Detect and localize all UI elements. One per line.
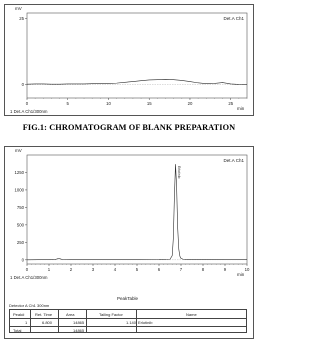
- c2-x-tick-label: 6: [157, 267, 161, 272]
- chromatogram-blank-chart: [5, 5, 255, 117]
- c1-x-tick-label: 20: [187, 101, 193, 106]
- peak-table-header-tailing: Tailing Factor: [99, 312, 123, 317]
- c2-y-tick-label: 1000: [14, 187, 24, 193]
- peak-table-title: PeakTable: [117, 296, 139, 301]
- c2-y-tick-label: 250: [16, 239, 24, 245]
- peak-table-cell-name: Erlotinib: [138, 319, 153, 325]
- c1-x-tick-label: 25: [228, 101, 234, 106]
- peak-table-cell-ret-time: 6.800: [42, 319, 53, 325]
- peak-table: [9, 309, 247, 333]
- peak-table-header-peak: Peak#: [13, 312, 25, 317]
- c2-footer-trace: 1 Det.A Ch1/300nm: [10, 275, 48, 280]
- c2-y-tick-label: 1250: [14, 169, 24, 175]
- c2-y-tick-label: 750: [16, 204, 24, 210]
- peak-table-cell-peak: 1: [25, 319, 28, 325]
- c1-plot-frame: [27, 13, 247, 98]
- c2-plot-frame: [27, 155, 247, 264]
- c1-y-tick-label: 25: [19, 15, 24, 21]
- figure-caption: FIG.1: CHROMATOGRAM OF BLANK PREPARATION: [22, 123, 236, 132]
- c1-y-unit: mV: [15, 6, 22, 11]
- peak-table-total-label: Total: [13, 327, 22, 333]
- c2-x-tick-label: 7: [179, 267, 183, 272]
- c2-x-tick-label: 0: [25, 267, 29, 272]
- c2-x-tick-label: 8: [201, 267, 205, 272]
- c1-x-tick-label: 0: [25, 101, 29, 106]
- peak-table-total-area: 14865: [73, 327, 85, 333]
- peak-table-header-name: Name: [186, 312, 197, 317]
- c2-x-unit: min: [237, 272, 245, 277]
- c2-y-tick-label: 0: [21, 257, 24, 263]
- peak-table-header-area: Area: [66, 312, 75, 317]
- c1-x-tick-label: 15: [146, 101, 152, 106]
- c2-x-tick-label: 9: [223, 267, 227, 272]
- c2-y-unit: mV: [15, 148, 22, 153]
- c2-series-line: [27, 164, 247, 260]
- c2-x-tick-label: 3: [91, 267, 95, 272]
- peak-table-cell-tailing: 1.140: [126, 319, 137, 325]
- c1-x-tick-label: 10: [106, 101, 111, 106]
- c2-y-tick-label: 500: [16, 222, 24, 228]
- c2-x-tick-label: 1: [47, 267, 51, 272]
- c1-x-tick-label: 5: [66, 101, 69, 106]
- peak-table-header-ret-time: Ret. Time: [35, 312, 53, 317]
- c1-footer-trace: 1 Det.A Ch1/300nm: [10, 109, 48, 114]
- c2-legend: Det.A Ch1: [223, 158, 244, 163]
- c1-x-unit: min: [237, 106, 245, 111]
- c2-x-tick-label: 4: [113, 267, 117, 272]
- c2-x-tick-label: 10: [244, 267, 250, 272]
- c1-series-line: [27, 79, 247, 84]
- peak-table-detector: Detector A Ch1 300nm: [9, 303, 50, 308]
- c2-x-tick-label: 5: [135, 267, 139, 272]
- c2-x-tick-label: 2: [69, 267, 73, 272]
- chromatogram-sample-panel: [4, 146, 254, 339]
- c2-peak-label: Erlotinib: [177, 166, 181, 179]
- chromatogram-blank-panel: [4, 4, 254, 116]
- c1-y-tick-label: 0: [21, 82, 24, 88]
- c1-legend: Det.A Ch1: [223, 16, 244, 21]
- peak-table-cell-area: 14865: [73, 319, 85, 325]
